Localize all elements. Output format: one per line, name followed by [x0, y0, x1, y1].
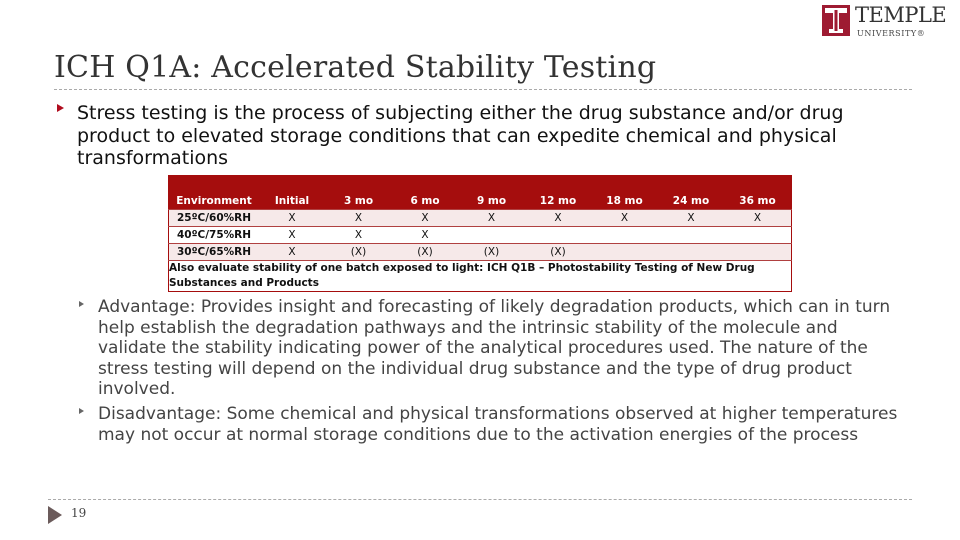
logo-wordmark: TEMPLE	[855, 3, 947, 27]
table-note-row	[169, 261, 792, 292]
table-header-cell: 18 mo	[591, 176, 658, 210]
table-cell: 30ºC/65%RH	[169, 244, 260, 261]
table-cell	[458, 227, 525, 244]
table-cell: (X)	[525, 244, 591, 261]
table-cell: X	[259, 244, 325, 261]
footer-arrow-icon	[48, 506, 62, 524]
table-cell	[591, 244, 658, 261]
table-row	[169, 244, 792, 261]
table-cell: 40ºC/75%RH	[169, 227, 260, 244]
table-cell: X	[325, 227, 392, 244]
table-header-cell: Environment	[169, 176, 260, 210]
sub-bullet-arrow-icon	[79, 408, 84, 414]
title-divider	[54, 89, 912, 90]
footer-divider	[48, 499, 912, 500]
table-header-cell: 9 mo	[458, 176, 525, 210]
table-cell	[658, 244, 724, 261]
table-cell: X	[325, 210, 392, 227]
table-cell	[724, 244, 792, 261]
table-header-cell: Initial	[259, 176, 325, 210]
table-cell	[525, 227, 591, 244]
table-cell: X	[525, 210, 591, 227]
table-header-cell: 36 mo	[724, 176, 792, 210]
main-bullet-text: Stress testing is the process of subjecting either the drug substance and/or drug product to elevated storage conditions that can expedite chemical and physical transformations	[77, 102, 844, 169]
table-cell: 25ºC/60%RH	[169, 210, 260, 227]
table-row	[169, 210, 792, 227]
table-row	[169, 227, 792, 244]
table-cell: X	[658, 210, 724, 227]
table-cell: (X)	[325, 244, 392, 261]
temple-t-logo-icon	[822, 5, 850, 36]
table-header-cell: 24 mo	[658, 176, 724, 210]
table-header-row	[169, 176, 792, 210]
table-cell: X	[392, 210, 458, 227]
logo-subtext: UNIVERSITY®	[857, 29, 926, 38]
table-cell: X	[724, 210, 792, 227]
table-header-cell: 6 mo	[392, 176, 458, 210]
advantage-text: Advantage: Provides insight and forecasting of likely degradation products, which can in turn help establish the degradation pathways and the intrinsic stability of the molecule and validate the stability indicating power of the analytical procedures used. The nature of the stress testing will depend on the individual drug substance and the type of drug product involved.	[98, 297, 891, 399]
sub-bullet-arrow-icon	[79, 301, 84, 307]
bullet-arrow-icon	[57, 104, 64, 112]
table-cell: (X)	[392, 244, 458, 261]
table-cell: X	[259, 210, 325, 227]
table-cell	[591, 227, 658, 244]
table-cell: X	[392, 227, 458, 244]
table-cell: (X)	[458, 244, 525, 261]
slide-title: ICH Q1A: Accelerated Stability Testing	[54, 50, 657, 85]
page-number: 19	[71, 506, 87, 520]
table-cell	[658, 227, 724, 244]
table-cell: X	[458, 210, 525, 227]
table-header-cell: 12 mo	[525, 176, 591, 210]
temple-university-logo	[822, 3, 947, 40]
table-cell	[724, 227, 792, 244]
table-header-cell: 3 mo	[325, 176, 392, 210]
photostability-note: Also evaluate stability of one batch exposed to light: ICH Q1B – Photostability Testing of New Drug Substances and Products	[169, 261, 792, 292]
stability-table	[168, 175, 792, 292]
table-cell: X	[259, 227, 325, 244]
disadvantage-text: Disadvantage: Some chemical and physical transformations observed at higher temperatures may not occur at normal storage conditions due to the activation energies of the process	[98, 404, 898, 445]
table-cell: X	[591, 210, 658, 227]
